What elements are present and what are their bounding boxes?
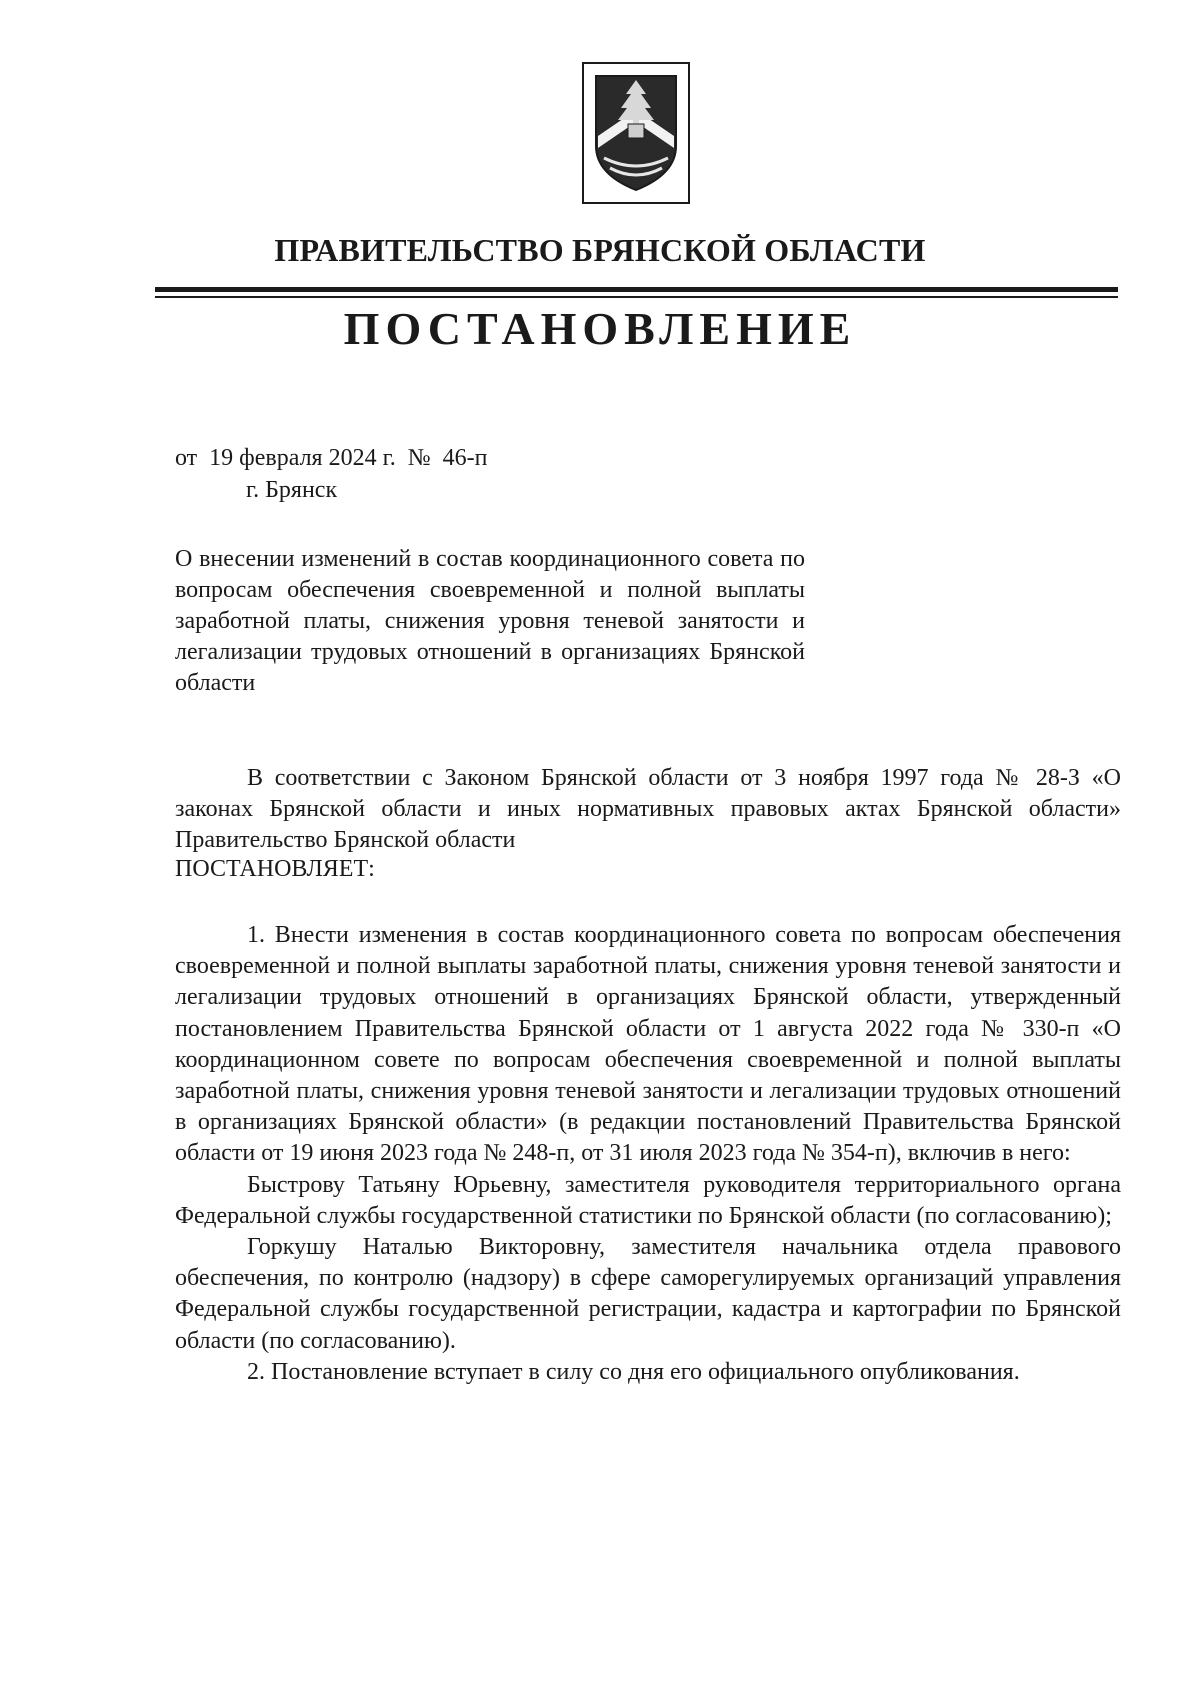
date-number-line: от 19 февраля 2024 г. № 46-п [175, 445, 488, 471]
header-rule-thick [155, 287, 1118, 292]
bryansk-oblast-coat-of-arms-icon [582, 62, 690, 204]
document-type-title: ПОСТАНОВЛЕНИЕ [343, 303, 857, 354]
main-body [175, 920, 1121, 1388]
paragraph-1: 1. Внести изменения в состав координационного совета по вопросам обеспечения своевременной и полной выплаты заработной платы, снижения уровня теневой занятости и легализации трудовых отношений в организациях Брянской области, утвержденный постановлением Правительства Брянской области от 1 августа 2022 года № 330-п «О координационном совете по вопросам обеспечения своевременной и полной выплаты заработной платы, снижения уровня теневой занятости и легализации трудовых отношений в организациях Брянской области» (в редакции постановлений Правительства Брянской области от 19 июня 2023 года № 248-п, от 31 июля 2023 года № 354-п), включив в него: [175, 922, 1121, 1167]
government-name: ПРАВИТЕЛЬСТВО БРЯНСКОЙ ОБЛАСТИ [274, 232, 926, 268]
intro-paragraph: В соответствии с Законом Брянской области от 3 ноября 1997 года № 28-З «О законах Брянской области и иных нормативных правовых актах Брянской области» Правительство Брянской области [175, 765, 1121, 854]
paragraph-2: 2. Постановление вступает в силу со дня его официального опубликования. [247, 1358, 1020, 1385]
paragraph-bystrova: Быстрову Татьяну Юрьевну, заместителя руководителя территориального органа Федеральной службы государственной статистики по Брянской области (по согласованию); [175, 1171, 1121, 1229]
header-rule-thin [155, 296, 1118, 298]
intro-block [175, 763, 1121, 857]
decree-word: ПОСТАНОВЛЯЕТ: [175, 856, 375, 882]
document-subject: О внесении изменений в состав координационного совета по вопросам обеспечения своевременной и полной выплаты заработной платы, снижения уровня теневой занятости и легализации трудовых отношений в организациях Брянской области [175, 546, 805, 696]
paragraph-gorkusha: Горкушу Наталью Викторовну, заместителя начальника отдела правового обеспечения, по контролю (надзору) в сфере саморегулируемых организаций управления Федеральной службы государственной регистрации, кадастра и картографии по Брянской области (по согласованию). [175, 1234, 1121, 1354]
city-line: г. Брянск [246, 477, 338, 503]
